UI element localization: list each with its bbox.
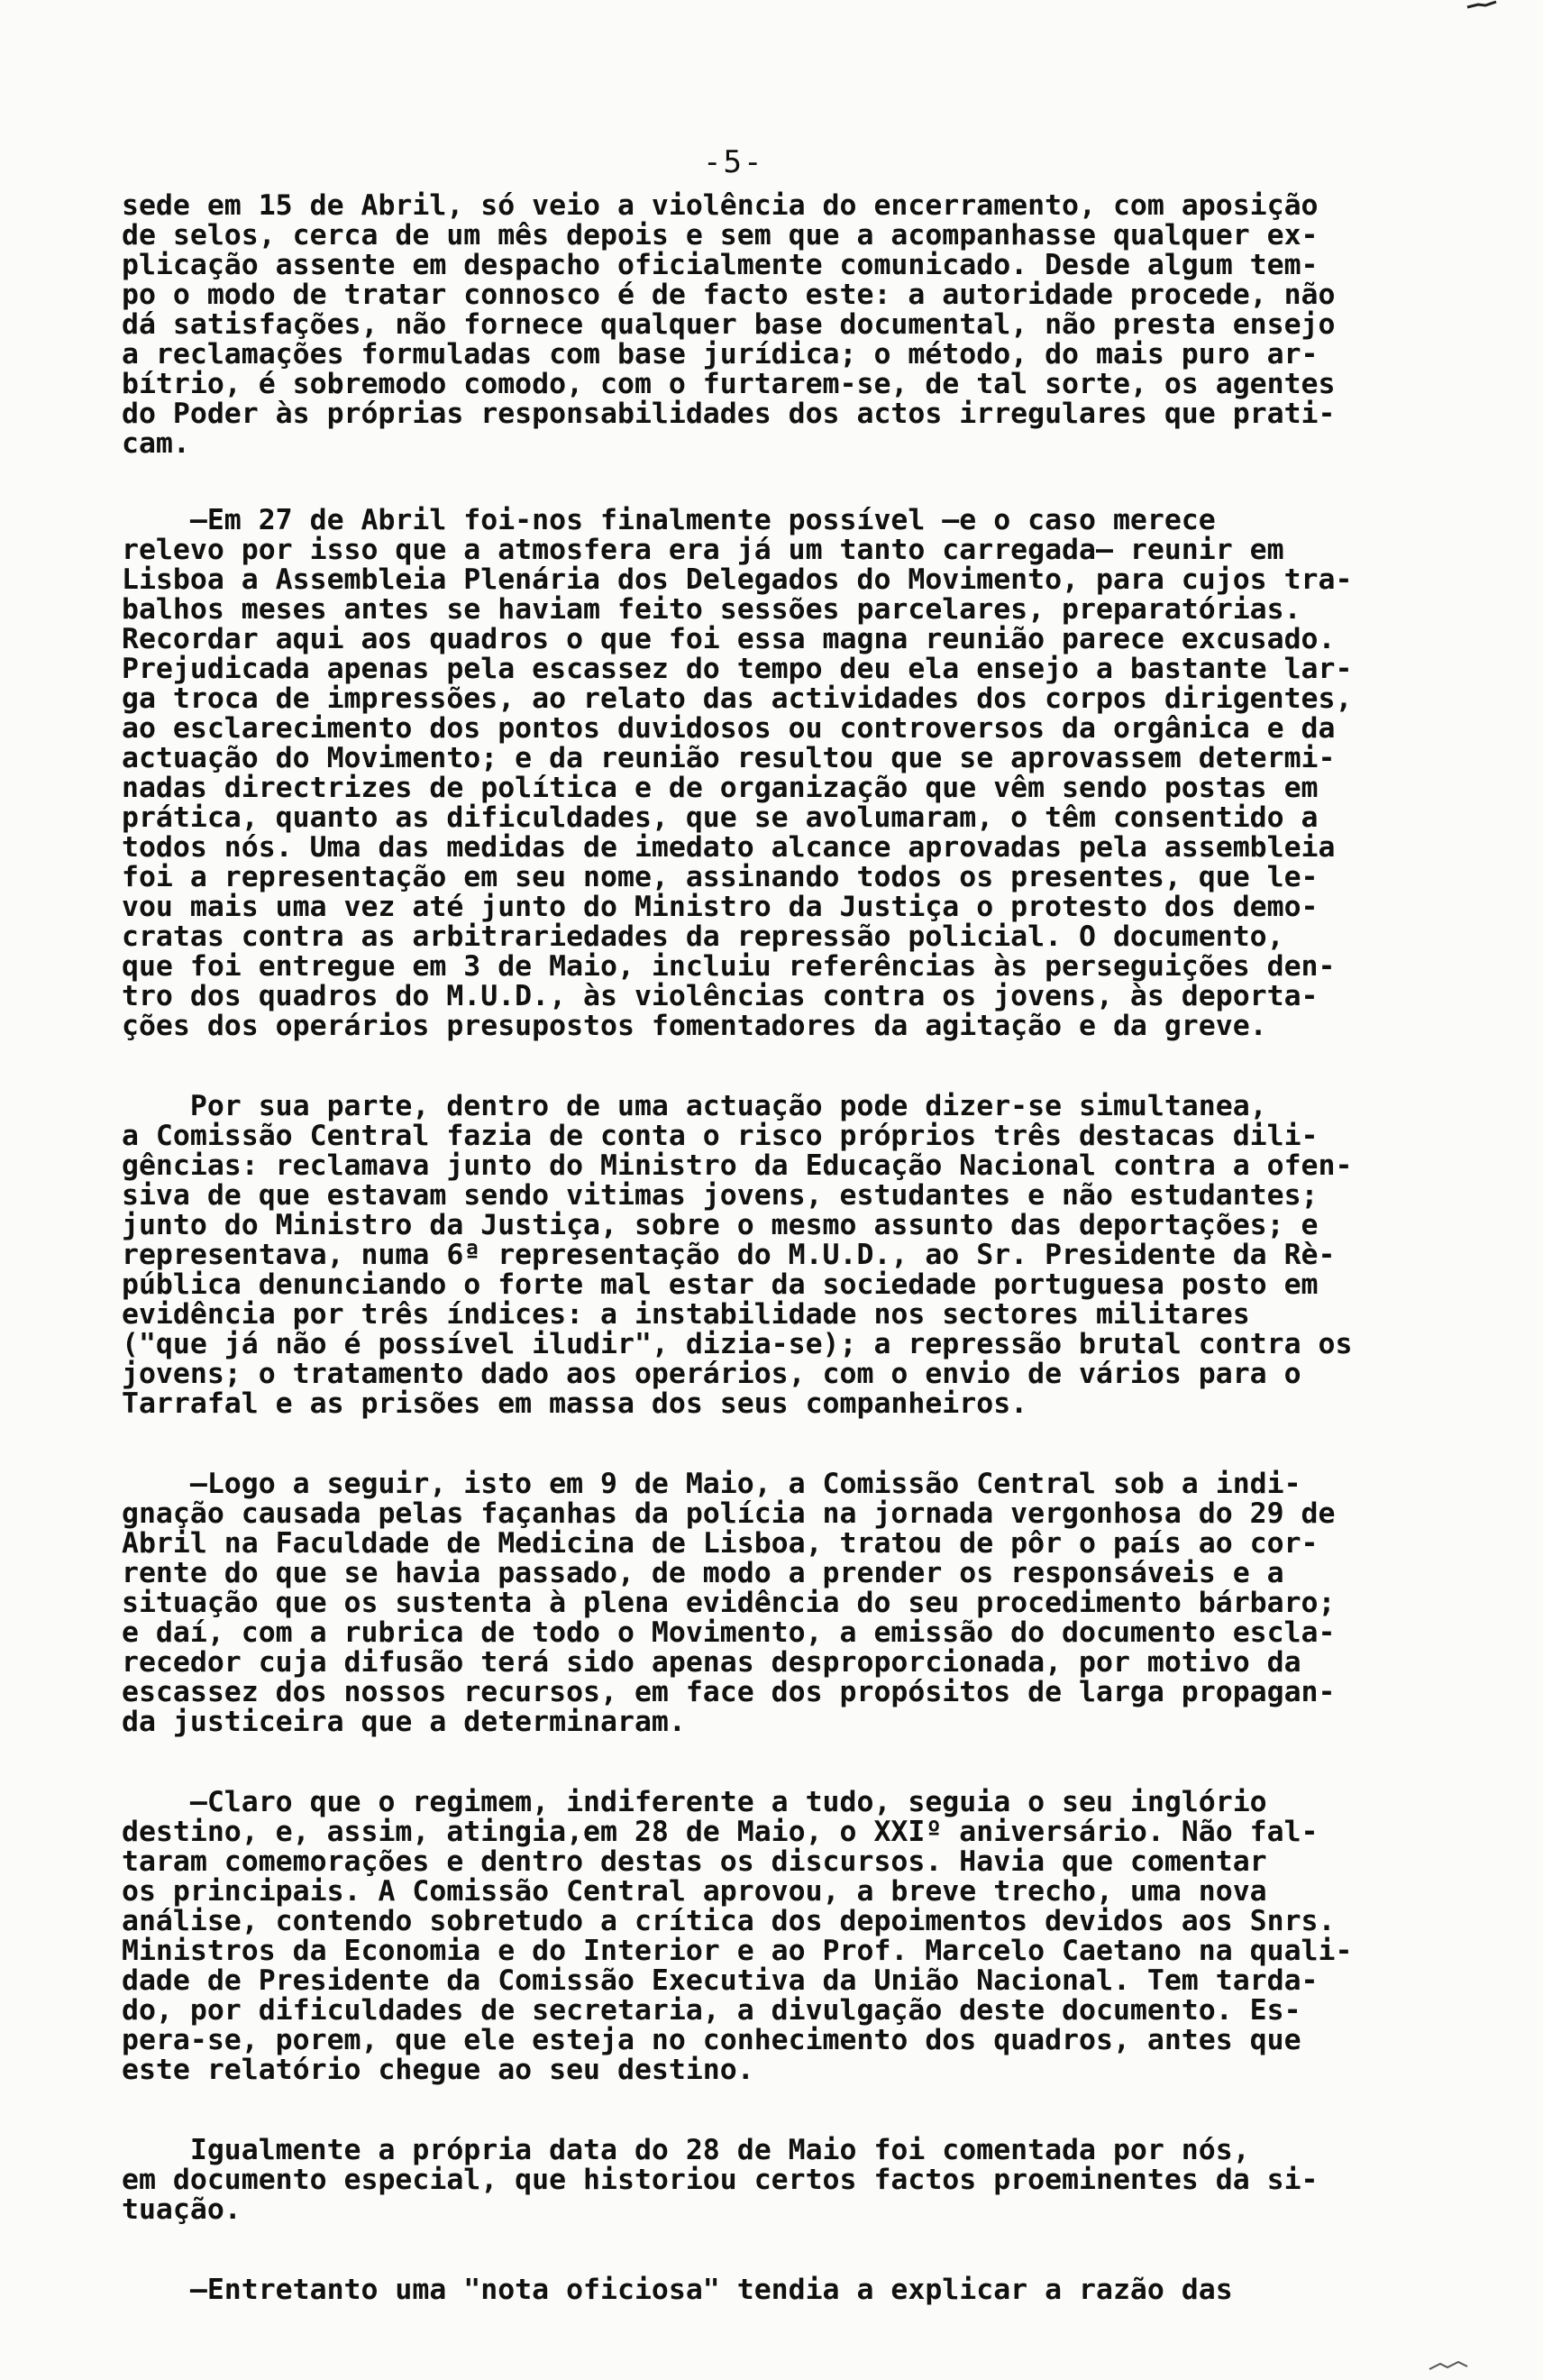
paragraph-7 (122, 2275, 1447, 2305)
text-line: do, por dificuldades de secretaria, a divulgação deste documento. Es- (122, 1994, 1301, 2027)
text-line: prática, quanto as dificuldades, que se avolumaram, o têm consentido a (122, 801, 1319, 834)
text-line: Prejudicada apenas pela escassez do tempo deu ela ensejo a bastante lar- (122, 653, 1353, 685)
text-line: de selos, cerca de um mês depois e sem que a acompanhasse qualquer ex- (122, 219, 1319, 252)
text-line: po o modo de tratar connosco é de facto este: a autoridade procede, não (122, 279, 1336, 311)
text-line: todos nós. Uma das medidas de imedato alcance aprovadas pela assembleia (122, 831, 1336, 864)
text-line: a Comissão Central fazia de conta o risco próprios três destacas dili- (122, 1120, 1319, 1152)
text-line: Recordar aqui aos quadros o que foi essa magna reunião parece excusado. (122, 623, 1336, 655)
paragraph-6 (122, 2136, 1447, 2225)
text-line: tro dos quadros do M.U.D., às violências contra os jovens, às deporta- (122, 980, 1319, 1012)
text-line: dá satisfações, não fornece qualquer base documental, não presta ensejo (122, 308, 1336, 341)
paragraph-4 (122, 1469, 1447, 1737)
text-line: gnação causada pelas façanhas da polícia na jornada vergonhosa do 29 de (122, 1497, 1336, 1530)
text-line: pública denunciando o forte mal estar da sociedade portuguesa posto em (122, 1268, 1319, 1301)
document-body (122, 191, 1447, 2305)
text-line: Igualmente a própria data do 28 de Maio foi comentada por nós, (122, 2134, 1250, 2166)
paragraph-3 (122, 1092, 1447, 1419)
text-line: do Poder às próprias responsabilidades dos actos irregulares que prati- (122, 398, 1336, 430)
text-line: ga troca de impressões, ao relato das actividades dos corpos dirigentes, (122, 682, 1353, 715)
text-line: e daí, com a rubrica de todo o Movimento, a emissão do documento escla- (122, 1616, 1336, 1649)
text-line: tuação. (122, 2193, 242, 2226)
text-line: cratas contra as arbitrariedades da repressão policial. O documento, (122, 920, 1284, 953)
text-line: rente do que se havia passado, de modo a prender os responsáveis e a (122, 1557, 1284, 1589)
text-line: gências: reclamava junto do Ministro da Educação Nacional contra a ofen- (122, 1149, 1353, 1182)
text-line: junto do Ministro da Justiça, sobre o mesmo assunto das deportações; e (122, 1209, 1319, 1241)
text-line: situação que os sustenta à plena evidência do seu procedimento bárbaro; (122, 1587, 1336, 1619)
paragraph-1 (122, 191, 1447, 459)
text-line: este relatório chegue ao seu destino. (122, 2054, 754, 2086)
text-line: pera-se, porem, que ele esteja no conhecimento dos quadros, antes que (122, 2024, 1301, 2056)
text-line: —Claro que o regimem, indiferente a tudo, seguia o seu inglório (122, 1786, 1267, 1818)
text-line: plicação assente em despacho oficialmente comunicado. Desde algum tem- (122, 249, 1319, 281)
text-line: análise, contendo sobretudo a crítica dos depoimentos devidos aos Snrs. (122, 1905, 1336, 1937)
text-line: taram comemorações e dentro destas os discursos. Havia que comentar (122, 1845, 1267, 1878)
paragraph-5 (122, 1788, 1447, 2085)
text-line: —Entretanto uma "nota oficiosa" tendia a explicar a razão das (122, 2274, 1233, 2306)
text-line: siva de que estavam sendo vitimas jovens, estudantes e não estudantes; (122, 1179, 1319, 1212)
text-line: foi a representação em seu nome, assinando todos os presentes, que le- (122, 861, 1319, 893)
text-line: —Em 27 de Abril foi-nos finalmente possível —e o caso merece (122, 504, 1216, 536)
text-line: nadas directrizes de política e de organização que vêm sendo postas em (122, 772, 1319, 804)
text-line: cam. (122, 427, 190, 460)
text-line: ao esclarecimento dos pontos duvidosos ou controversos da orgânica e da (122, 712, 1336, 745)
text-line: Tarrafal e as prisões em massa dos seus companheiros. (122, 1387, 1028, 1420)
ink-mark-decoration (1465, 0, 1498, 9)
text-line: vou mais uma vez até junto do Ministro da Justiça o protesto dos demo- (122, 891, 1319, 923)
text-line: representava, numa 6ª representação do M.U.D., ao Sr. Presidente da Rè- (122, 1239, 1336, 1271)
text-line: ("que já não é possível iludir", dizia-se); a repressão brutal contra os (122, 1328, 1353, 1360)
text-line: Por sua parte, dentro de uma actuação pode dizer-se simultanea, (122, 1090, 1267, 1122)
text-line: actuação do Movimento; e da reunião resultou que se aprovassem determi- (122, 742, 1336, 774)
text-line: a reclamações formuladas com base jurídica; o método, do mais puro ar- (122, 338, 1319, 371)
text-line: escassez dos nossos recursos, em face dos propósitos de larga propagan- (122, 1676, 1336, 1708)
text-line: destino, e, assim, atingia,em 28 de Maio, o XXIº aniversário. Não fal- (122, 1816, 1319, 1848)
text-line: —Logo a seguir, isto em 9 de Maio, a Comissão Central sob a indi- (122, 1468, 1301, 1500)
text-line: que foi entregue em 3 de Maio, incluiu referências às perseguições den- (122, 950, 1336, 983)
text-line: Lisboa a Assembleia Plenária dos Delegados do Movimento, para cujos tra- (122, 563, 1353, 596)
text-line: Ministros da Economia e do Interior e ao Prof. Marcelo Caetano na quali- (122, 1935, 1353, 1967)
text-line: relevo por isso que a atmosfera era já um tanto carregada— reunir em (122, 534, 1284, 566)
text-line: ções dos operários presupostos fomentadores da agitação e da greve. (122, 1010, 1267, 1042)
page-number: -5- (703, 144, 764, 180)
scan-smudge-decoration (1426, 2358, 1471, 2375)
text-line: em documento especial, que historiou certos factos proeminentes da si- (122, 2164, 1319, 2196)
text-line: Abril na Faculdade de Medicina de Lisboa, tratou de pôr o país ao cor- (122, 1527, 1319, 1560)
text-line: dade de Presidente da Comissão Executiva da União Nacional. Tem tarda- (122, 1964, 1319, 1997)
text-line: jovens; o tratamento dado aos operários, com o envio de vários para o (122, 1358, 1301, 1390)
text-line: sede em 15 de Abril, só veio a violência do encerramento, com aposição (122, 189, 1319, 222)
text-line: recedor cuja difusão terá sido apenas desproporcionada, por motivo da (122, 1646, 1301, 1679)
text-line: balhos meses antes se haviam feito sessões parcelares, preparatórias. (122, 593, 1301, 626)
text-line: os principais. A Comissão Central aprovou, a breve trecho, uma nova (122, 1875, 1267, 1908)
paragraph-2 (122, 506, 1447, 1041)
text-line: da justiceira que a determinaram. (122, 1706, 686, 1738)
text-line: evidência por três índices: a instabilidade nos sectores militares (122, 1298, 1250, 1331)
text-line: bítrio, é sobremodo comodo, com o furtarem-se, de tal sorte, os agentes (122, 368, 1336, 400)
